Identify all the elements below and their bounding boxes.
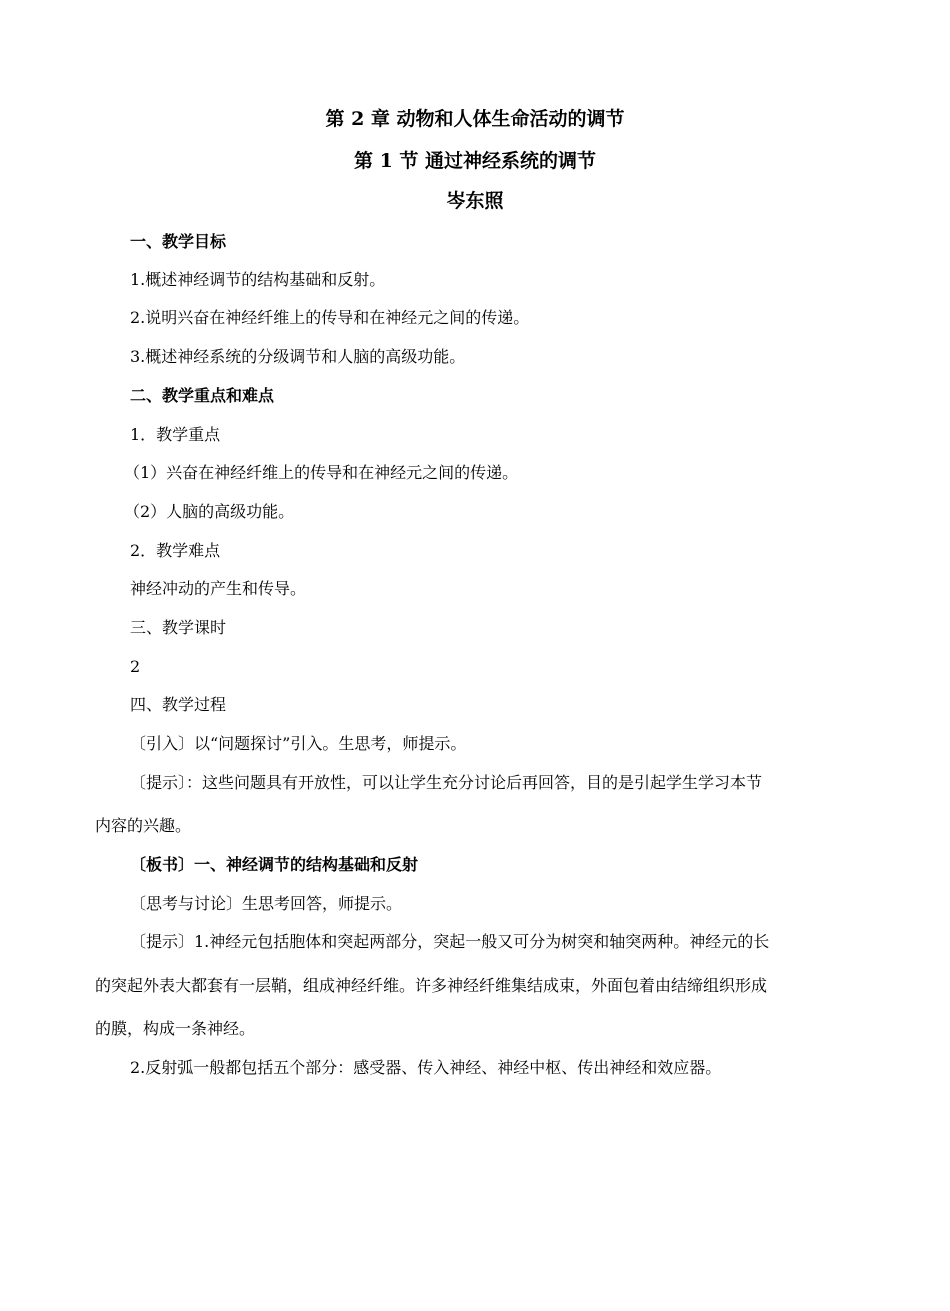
focus-label: 1．教学重点 [130,425,221,444]
difficulty-label: 2．教学难点 [130,541,221,560]
hint-paragraph-line: 内容的兴趣。 [95,816,192,835]
reflex-arc-paragraph: 2.反射弧一般都包括五个部分：感受器、传入神经、神经中枢、传出神经和效应器。 [130,1058,722,1077]
hours-heading: 三、教学课时 [130,618,227,637]
section-title: 第 1 节 通过神经系统的调节 [353,150,597,172]
key-points-heading: 二、教学重点和难点 [130,386,275,405]
focus-item: （1）兴奋在神经纤维上的传导和在神经元之间的传递。 [124,463,519,482]
objective-item: 2.说明兴奋在神经纤维上的传导和在神经元之间的传递。 [130,308,530,327]
difficulty-text: 神经冲动的产生和传导。 [130,579,307,598]
hours-value: 2 [130,657,141,676]
objective-item: 3.概述神经系统的分级调节和人脑的高级功能。 [130,347,466,366]
answer-paragraph-line: 的突起外表大都套有一层鞘，组成神经纤维。许多神经纤维集结成束，外面包着由结缔组织形成 [95,976,768,995]
author-name: 岑东照 [446,190,504,212]
board-heading: 〔板书〕一、神经调节的结构基础和反射 [130,855,419,874]
answer-paragraph-line: 〔提示〕1.神经元包括胞体和突起两部分，突起一般又可分为树突和轴突两种。神经元的长 [130,932,770,951]
answer-paragraph-line: 的膜，构成一条神经。 [95,1019,256,1038]
chapter-title: 第 2 章 动物和人体生命活动的调节 [325,108,625,130]
think-discuss-paragraph: 〔思考与讨论〕生思考回答，师提示。 [130,894,403,913]
intro-paragraph: 〔引入〕以“问题探讨”引入。生思考，师提示。 [130,734,467,753]
objectives-heading: 一、教学目标 [130,232,227,251]
process-heading: 四、教学过程 [130,695,227,714]
focus-item: （2）人脑的高级功能。 [124,502,295,521]
hint-paragraph-line: 〔提示〕：这些问题具有开放性，可以让学生充分讨论后再回答，目的是引起学生学习本节 [130,773,763,792]
objective-item: 1.概述神经调节的结构基础和反射。 [130,270,386,289]
